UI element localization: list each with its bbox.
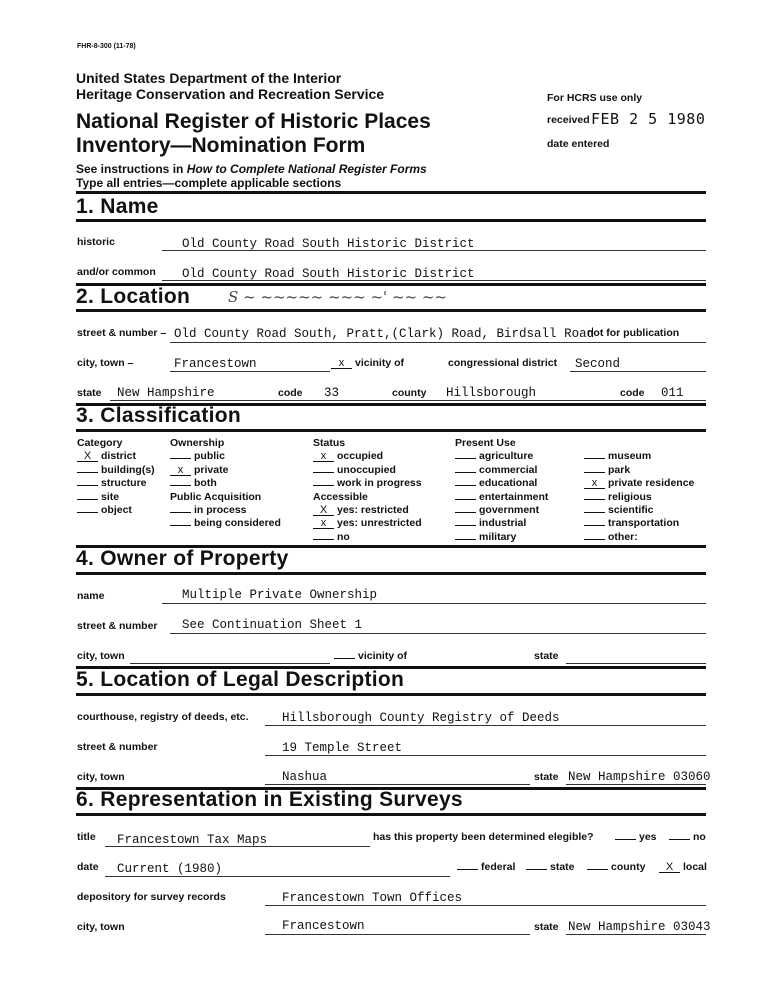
status-column: Status x occupied unoccupied work in progress Accessible X yes: restricted x yes: unrestricted no (313, 437, 422, 543)
survey-city-label: city, town (77, 921, 125, 933)
county-code-value: 011 (661, 386, 684, 400)
owner-name-label: name (77, 590, 105, 602)
survey-state-checkbox[interactable] (526, 869, 547, 870)
accessible-restricted-checkbox[interactable]: X (313, 505, 334, 516)
status-unoccupied-checkbox[interactable] (313, 472, 334, 473)
instructions-title: How to Complete National Register Forms (186, 162, 427, 176)
ownership-column: Ownership public x private both Public Acquisition in process being considered (170, 437, 281, 530)
ownership-both-checkbox[interactable] (170, 485, 191, 486)
state-label: state (77, 387, 102, 399)
category-district-checkbox[interactable]: X (77, 451, 98, 462)
ownership-private-checkbox[interactable]: x (170, 465, 191, 476)
street-number-label: street & number – (77, 327, 167, 339)
common-name-value: Old County Road South Historic District (182, 267, 475, 281)
status-work-in-progress-checkbox[interactable] (313, 485, 334, 486)
vicinity-of: x vicinity of (331, 357, 404, 369)
owner-street-value: See Continuation Sheet 1 (182, 618, 363, 632)
not-for-publication-label: not for publication (587, 327, 680, 339)
use-scientific-checkbox[interactable] (584, 512, 605, 513)
section-1-rule (76, 191, 706, 194)
legal-city-value: Nashua (282, 770, 328, 784)
survey-state-label: state (534, 921, 559, 933)
form-number: FHR-8-300 (11-78) (77, 43, 136, 50)
legal-state-label: state (534, 771, 559, 783)
state-value: New Hampshire (117, 386, 215, 400)
category-buildings-checkbox[interactable] (77, 472, 98, 473)
present-use-column-2: museum park x private residence religious scientific transportation other: (584, 450, 694, 544)
survey-city-value: Francestown (282, 919, 365, 933)
congressional-district-label: congressional district (448, 357, 558, 369)
category-structure-checkbox[interactable] (77, 485, 98, 486)
use-transportation-checkbox[interactable] (584, 525, 605, 526)
use-industrial-checkbox[interactable] (455, 525, 476, 526)
use-other-checkbox[interactable] (584, 539, 605, 540)
status-occupied-checkbox[interactable]: x (313, 451, 334, 462)
instructions-line2: Type all entries—complete applicable sections (76, 176, 342, 190)
section-2-heading: 2. Location (76, 285, 191, 308)
accessible-no-checkbox[interactable] (313, 539, 334, 540)
section-3-underline (76, 429, 706, 432)
ownership-public-checkbox[interactable] (170, 458, 191, 459)
survey-title-label: title (77, 831, 96, 843)
category-site-checkbox[interactable] (77, 499, 98, 500)
owner-vicinity-checkbox[interactable] (334, 658, 355, 659)
survey-county: county (587, 861, 645, 873)
form-subtitle: Inventory—Nomination Form (76, 134, 366, 157)
use-military-checkbox[interactable] (455, 539, 476, 540)
use-educational-checkbox[interactable] (455, 485, 476, 486)
city-town-label: city, town – (77, 357, 134, 369)
use-agriculture-checkbox[interactable] (455, 458, 476, 459)
handwritten-note: S ~ ~~~~~ ~~~ ~' ~~ ~~ (228, 288, 447, 306)
survey-state: state (526, 861, 575, 873)
survey-county-checkbox[interactable] (587, 869, 608, 870)
survey-date-value: Current (1980) (117, 862, 223, 876)
city-town-value: Francestown (174, 357, 257, 371)
survey-local: X local (659, 861, 707, 873)
hcrs-header: For HCRS use only (547, 92, 643, 104)
agency-name: United States Department of the Interior (76, 70, 342, 86)
eligible-no: no (669, 831, 706, 843)
section-2-underline (76, 309, 706, 312)
section-1-underline (76, 219, 706, 222)
category-column: Category X district building(s) structure site object (77, 437, 155, 517)
section-5-underline (76, 693, 706, 696)
eligible-yes-checkbox[interactable] (615, 839, 636, 840)
section-5-heading: 5. Location of Legal Description (76, 668, 405, 691)
depository-value: Francestown Town Offices (282, 891, 463, 905)
legal-street-value: 19 Temple Street (282, 741, 403, 755)
survey-federal: federal (457, 861, 515, 873)
section-4-underline (76, 572, 706, 575)
accessible-unrestricted-checkbox[interactable]: x (313, 518, 334, 529)
use-religious-checkbox[interactable] (584, 499, 605, 500)
use-commercial-checkbox[interactable] (455, 472, 476, 473)
section-1-heading: 1. Name (76, 195, 159, 218)
survey-federal-checkbox[interactable] (457, 869, 478, 870)
use-park-checkbox[interactable] (584, 472, 605, 473)
county-value: Hillsborough (446, 386, 537, 400)
state-code-value: 33 (324, 386, 340, 400)
depository-label: depository for survey records (77, 891, 226, 903)
legal-state-value: New Hampshire 03060 (568, 770, 711, 784)
courthouse-label: courthouse, registry of deeds, etc. (77, 711, 249, 723)
congressional-district-value: Second (575, 357, 621, 371)
historic-label: historic (77, 236, 115, 248)
owner-city-label: city, town (77, 650, 125, 662)
section-6-heading: 6. Representation in Existing Surveys (76, 788, 463, 811)
present-use-column-1: Present Use agriculture commercial educational entertainment government industrial military (455, 437, 549, 543)
date-entered-label: date entered (547, 138, 610, 150)
legal-street-label: street & number (77, 741, 158, 753)
owner-name-value: Multiple Private Ownership (182, 588, 378, 602)
section-6-underline (76, 813, 706, 816)
acquisition-being-considered-checkbox[interactable] (170, 525, 191, 526)
owner-state-label: state (534, 650, 559, 662)
use-museum-checkbox[interactable] (584, 458, 605, 459)
common-name-label: and/or common (77, 266, 156, 278)
street-number-value: Old County Road South, Pratt,(Clark) Road, Birdsall Road (174, 327, 595, 341)
received-stamp: FEB 2 5 1980 (591, 110, 706, 128)
section-3-heading: 3. Classification (76, 404, 242, 427)
received-label: received (547, 114, 590, 126)
category-object-checkbox[interactable] (77, 512, 98, 513)
county-code-label: code (620, 387, 645, 399)
eligible-question: has this property been determined elegible? (373, 831, 594, 843)
owner-street-label: street & number (77, 620, 158, 632)
survey-local-checkbox[interactable]: X (659, 862, 680, 873)
form-title: National Register of Historic Places (76, 110, 431, 133)
acquisition-in-process-checkbox[interactable] (170, 512, 191, 513)
section-4-heading: 4. Owner of Property (76, 547, 289, 570)
survey-state-value: New Hampshire 03043 (568, 920, 711, 934)
owner-vicinity: vicinity of (334, 650, 407, 662)
agency-service: Heritage Conservation and Recreation Service (76, 86, 385, 102)
instructions: See instructions in How to Complete National Register Forms (76, 162, 427, 176)
county-label: county (392, 387, 427, 399)
survey-title-value: Francestown Tax Maps (117, 833, 268, 847)
use-government-checkbox[interactable] (455, 512, 476, 513)
vicinity-checkbox[interactable]: x (331, 358, 352, 369)
use-entertainment-checkbox[interactable] (455, 499, 476, 500)
survey-date-label: date (77, 861, 99, 873)
legal-city-label: city, town (77, 771, 125, 783)
eligible-yes: yes (615, 831, 657, 843)
use-private-residence-checkbox[interactable]: x (584, 478, 605, 489)
state-code-label: code (278, 387, 303, 399)
eligible-no-checkbox[interactable] (669, 839, 690, 840)
historic-value: Old County Road South Historic District (182, 237, 475, 251)
courthouse-value: Hillsborough County Registry of Deeds (282, 711, 560, 725)
